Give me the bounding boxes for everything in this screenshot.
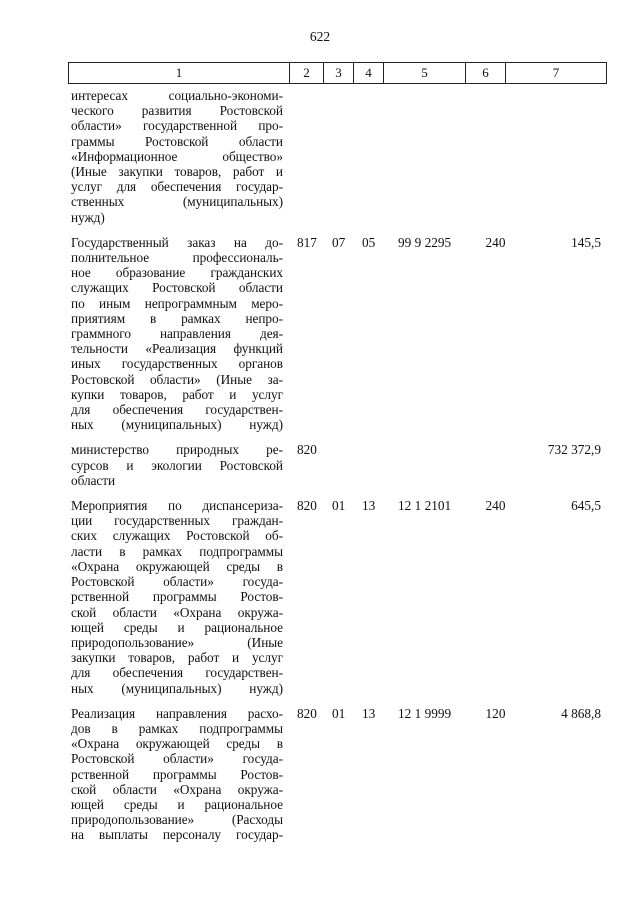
description-line: Ростовской области» госуда- xyxy=(71,751,283,767)
subsection-code: 05 xyxy=(362,234,376,250)
row-description xyxy=(71,235,283,433)
budget-table-body xyxy=(71,88,606,853)
description-line: дов в рамках подпрограммы xyxy=(71,720,283,736)
description-line: полнительное профессиональ- xyxy=(71,250,283,266)
description-line: нужд) xyxy=(71,209,105,225)
expense-type-code: 240 xyxy=(485,498,506,514)
target-item-code: 99 9 2295 xyxy=(398,234,452,250)
description-line: услуг для обеспечения государ- xyxy=(71,179,283,195)
page-number: 622 xyxy=(309,29,331,44)
table-row xyxy=(71,88,606,225)
column-header-3: 3 xyxy=(324,63,354,84)
column-header-4: 4 xyxy=(354,63,384,84)
description-line: закупки товаров, работ и услуг xyxy=(71,650,283,666)
description-line: ющей среды и рациональное xyxy=(71,796,283,812)
description-line: области» государственной про- xyxy=(71,118,283,134)
target-item-code: 12 1 2101 xyxy=(398,498,452,514)
description-line: министерство природных ре- xyxy=(71,442,283,458)
expense-type-code: 240 xyxy=(485,234,506,250)
description-line: Ростовской области» (Иные за- xyxy=(71,371,283,387)
amount: 645,5 xyxy=(571,498,601,514)
section-code: 01 xyxy=(332,498,346,514)
description-line: «Информационное общество» xyxy=(71,148,283,164)
amount: 4 868,8 xyxy=(561,705,601,721)
subsection-code: 13 xyxy=(362,705,376,721)
column-header-5: 5 xyxy=(384,63,466,84)
description-line: ющей среды и рациональное xyxy=(71,619,283,635)
description-line: по иным непрограммным меро- xyxy=(71,295,283,311)
table-row xyxy=(71,235,606,433)
description-line: ное образование гражданских xyxy=(71,265,283,281)
column-header-6: 6 xyxy=(466,63,506,84)
description-line: ческого развития Ростовской xyxy=(71,103,283,119)
target-item-code: 12 1 9999 xyxy=(398,705,452,721)
description-line: ских служащих Ростовской об- xyxy=(71,528,283,544)
description-line: купки товаров, работ и услуг xyxy=(71,386,283,402)
description-line: Мероприятия по диспансериза- xyxy=(71,498,283,514)
section-code: 01 xyxy=(332,705,346,721)
description-line: служащих Ростовской области xyxy=(71,280,283,296)
description-line: (Иные закупки товаров, работ и xyxy=(71,164,283,180)
description-line: для обеспечения государствен- xyxy=(71,665,283,681)
table-row xyxy=(71,498,606,696)
row-description xyxy=(71,442,283,488)
description-line: на выплаты персоналу государ- xyxy=(71,827,283,843)
description-line: «Охрана окружающей среды в xyxy=(71,736,283,752)
row-description xyxy=(71,498,283,696)
description-line: сурсов и экологии Ростовской xyxy=(71,457,283,473)
description-line: Реализация направления расхо- xyxy=(71,705,283,721)
amount: 732 372,9 xyxy=(547,442,601,458)
section-code: 07 xyxy=(332,234,346,250)
description-line: рственной программы Ростов- xyxy=(71,766,283,782)
description-line: ской области «Охрана окружа- xyxy=(71,604,283,620)
description-line: иных государственных органов xyxy=(71,356,283,372)
row-description xyxy=(71,706,283,843)
description-line: природопользование» (Расходы xyxy=(71,812,283,828)
description-line: для обеспечения государствен- xyxy=(71,402,283,418)
expense-type-code: 120 xyxy=(485,705,506,721)
ministry-code: 817 xyxy=(297,234,317,250)
column-header-1: 1 xyxy=(69,63,290,84)
description-line: граммного направления дея- xyxy=(71,326,283,342)
description-line: ных (муниципальных) нужд) xyxy=(71,680,283,696)
description-line: приятиям в рамках непро- xyxy=(71,310,283,326)
table-row xyxy=(71,442,606,488)
column-number-header xyxy=(68,62,607,84)
column-header-2: 2 xyxy=(290,63,324,84)
ministry-code: 820 xyxy=(297,442,317,458)
description-line: тельности «Реализация функций xyxy=(71,341,283,357)
ministry-code: 820 xyxy=(297,705,317,721)
description-line: рственной программы Ростов- xyxy=(71,589,283,605)
description-line: Ростовской области» госуда- xyxy=(71,574,283,590)
description-line: интересах социально-экономи- xyxy=(71,88,283,103)
column-header-7: 7 xyxy=(506,63,607,84)
description-line: природопользование» (Иные xyxy=(71,634,283,650)
description-line: ции государственных граждан- xyxy=(71,513,283,529)
description-line: ственных (муниципальных) xyxy=(71,194,283,210)
description-line: граммы Ростовской области xyxy=(71,133,283,149)
amount: 145,5 xyxy=(571,234,601,250)
description-line: ласти в рамках подпрограммы xyxy=(71,543,283,559)
description-line: ской области «Охрана окружа- xyxy=(71,781,283,797)
description-line: Государственный заказ на до- xyxy=(71,234,283,250)
description-line: ных (муниципальных) нужд) xyxy=(71,417,283,433)
table-row xyxy=(71,706,606,843)
ministry-code: 820 xyxy=(297,498,317,514)
description-line: «Охрана окружающей среды в xyxy=(71,558,283,574)
description-line: области xyxy=(71,472,116,488)
subsection-code: 13 xyxy=(362,498,376,514)
row-description xyxy=(71,88,283,225)
